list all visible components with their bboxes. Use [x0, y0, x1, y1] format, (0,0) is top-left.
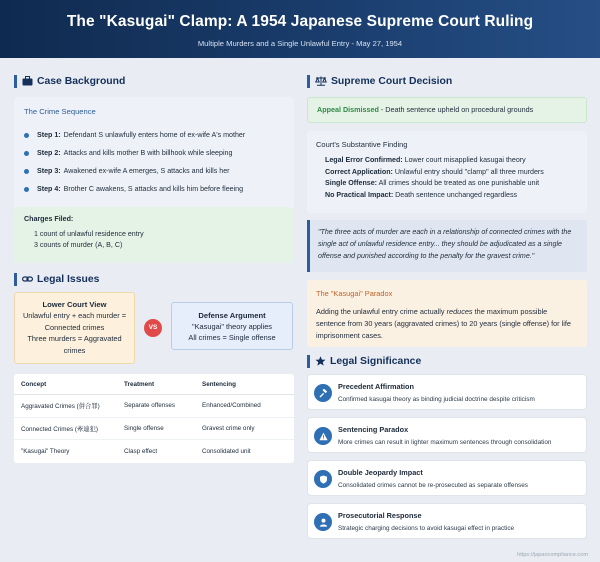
concept-table — [14, 374, 294, 463]
lower-court-title: Lower Court View — [42, 300, 107, 309]
significance-item — [307, 460, 587, 496]
lower-court-view-card — [14, 292, 135, 364]
table-cell: Consolidated unit — [202, 447, 251, 455]
table-row — [14, 418, 294, 441]
versus-badge: VS — [144, 319, 162, 337]
paradox-text — [316, 306, 578, 342]
finding-item — [316, 155, 578, 167]
heading-accent-bar — [307, 75, 310, 88]
lower-court-line: crimes — [63, 345, 86, 355]
lower-court-line: Three murders = Aggravated — [27, 334, 122, 344]
paradox-title: The "Kasugai" Paradox — [316, 289, 393, 298]
significance-title: Prosecutorial Response — [338, 511, 422, 520]
heading-accent-bar — [307, 355, 310, 368]
scales-icon — [315, 76, 327, 86]
significance-title: Sentencing Paradox — [338, 425, 409, 434]
case-background-heading — [14, 72, 125, 90]
table-cell: Separate offenses — [124, 402, 175, 410]
table-row — [14, 440, 294, 463]
charges-title: Charges Filed: — [24, 215, 74, 223]
table-header-row — [14, 374, 294, 395]
table-header-cell: Sentencing — [202, 380, 236, 388]
legal-significance-title: Legal Significance — [330, 355, 422, 367]
table-cell: Connected Crimes (牽連犯) — [21, 425, 98, 433]
legal-issues-heading — [14, 270, 99, 288]
step-label: Step 3: — [37, 167, 61, 175]
bullet-icon — [24, 169, 29, 174]
paradox-text-part: Adding the unlawful entry crime actually — [316, 307, 447, 316]
step-item — [24, 162, 284, 180]
substantive-finding-card — [307, 131, 587, 213]
bullet-icon — [24, 187, 29, 192]
finding-item — [316, 167, 578, 179]
charge-item: 1 count of unlawful residence entry — [34, 230, 144, 238]
significance-desc: More crimes can result in lighter maximum sentences through consolidation — [338, 439, 552, 446]
step-item — [24, 126, 284, 144]
table-cell: Enhanced/Combined — [202, 402, 261, 410]
defense-argument-card — [171, 302, 293, 350]
appeal-dismissed-label: Appeal Dismissed — [317, 105, 379, 114]
heading-accent-bar — [14, 75, 17, 88]
charge-item: 3 counts of murder (A, B, C) — [34, 241, 123, 249]
finding-label: No Practical Impact: — [325, 190, 394, 199]
decision-heading — [307, 72, 452, 90]
significance-item — [307, 503, 587, 539]
shield-icon — [314, 470, 332, 488]
finding-item — [316, 190, 578, 202]
table-cell: Aggravated Crimes (併合罪) — [21, 403, 100, 411]
finding-label: Correct Application: — [325, 167, 393, 176]
step-label: Step 4: — [37, 185, 61, 193]
user-icon — [314, 513, 332, 531]
defense-line: "Kasugai" theory applies — [191, 322, 273, 331]
finding-title: Court's Substantive Finding — [316, 140, 408, 149]
gavel-icon — [314, 384, 332, 402]
legal-issues-title: Legal Issues — [37, 273, 100, 285]
finding-text: Lower court misapplied kasugai theory — [402, 156, 526, 164]
significance-desc: Consolidated crimes cannot be re-prosecuted as separate offenses — [338, 482, 528, 489]
significance-item — [307, 417, 587, 453]
lower-court-line: Unlawful entry + each murder = — [22, 311, 127, 321]
appeal-dismissed-banner — [307, 97, 587, 123]
table-cell: Single offense — [124, 424, 164, 432]
warning-icon — [314, 427, 332, 445]
star-icon — [315, 356, 326, 366]
lower-court-line: Connected crimes — [44, 322, 105, 332]
finding-label: Single Offense: — [325, 179, 378, 188]
court-views — [14, 292, 294, 364]
significance-title: Precedent Affirmation — [338, 382, 414, 391]
footer-url: https://japancompliance.com — [517, 552, 588, 558]
charges-card — [14, 207, 294, 263]
crime-sequence-title: The Crime Sequence — [24, 107, 96, 116]
paradox-text-part: the maximum possible sentence from 30 years (aggravated crimes) to 20 years (single offense) for life imprisonment cases. — [316, 307, 571, 340]
significance-item — [307, 374, 587, 410]
step-label: Step 2: — [37, 149, 61, 157]
finding-text: All crimes should be treated as one punishable unit — [377, 179, 540, 188]
finding-text: Unlawful entry should "clamp" all three murders — [392, 167, 544, 176]
table-cell: "Kasugai" Theory — [21, 447, 70, 455]
court-quote: "The three acts of murder are each in a relationship of connected crimes with the single act of unlawful residence entry... they should be adjudicated as a single offense and punished according to the penalty for the gravest crime." — [307, 220, 587, 272]
finding-text: Death sentence unchanged regardless — [393, 190, 518, 199]
table-cell: Clasp effect — [124, 447, 158, 455]
step-text: Attacks and kills mother B with billhook while sleeping — [63, 149, 233, 157]
step-text: Awakened ex-wife A emerges, S attacks and kills her — [63, 167, 230, 175]
page-header — [0, 0, 600, 58]
case-background-title: Case Background — [37, 75, 126, 87]
significance-title: Double Jeopardy Impact — [338, 468, 423, 477]
finding-item — [316, 178, 578, 190]
paradox-emphasis: reduces — [446, 307, 473, 316]
decision-title: Supreme Court Decision — [331, 75, 453, 87]
bullet-icon — [24, 133, 29, 138]
step-text: Defendant S unlawfully enters home of ex-wife A's mother — [63, 131, 246, 139]
table-row — [14, 395, 294, 418]
defense-title: Defense Argument — [198, 311, 266, 320]
legal-significance-heading — [307, 352, 421, 370]
step-label: Step 1: — [37, 131, 61, 139]
kasugai-paradox-card — [307, 280, 587, 347]
step-text: Brother C awakens, S attacks and kills him before fleeing — [63, 185, 244, 193]
page-title: The "Kasugai" Clamp: A 1954 Japanese Supreme Court Ruling — [66, 13, 534, 30]
appeal-dismissed-text: - Death sentence upheld on procedural grounds — [378, 105, 534, 114]
step-item — [24, 144, 284, 162]
finding-label: Legal Error Confirmed: — [325, 156, 403, 164]
page-subtitle: Multiple Murders and a Single Unlawful Entry - May 27, 1954 — [197, 39, 403, 48]
step-item — [24, 180, 284, 198]
defense-line: All crimes = Single offense — [188, 333, 276, 342]
significance-desc: Strategic charging decisions to avoid kasugai effect in practice — [338, 525, 515, 532]
table-header-cell: Treatment — [124, 380, 155, 388]
table-cell: Gravest crime only — [202, 424, 255, 432]
significance-desc: Confirmed kasugai theory as binding judicial doctrine despite criticism — [338, 396, 535, 403]
table-header-cell: Concept — [21, 380, 47, 388]
link-icon — [22, 274, 33, 284]
heading-accent-bar — [14, 273, 17, 286]
bullet-icon — [24, 151, 29, 156]
briefcase-icon — [22, 76, 33, 86]
